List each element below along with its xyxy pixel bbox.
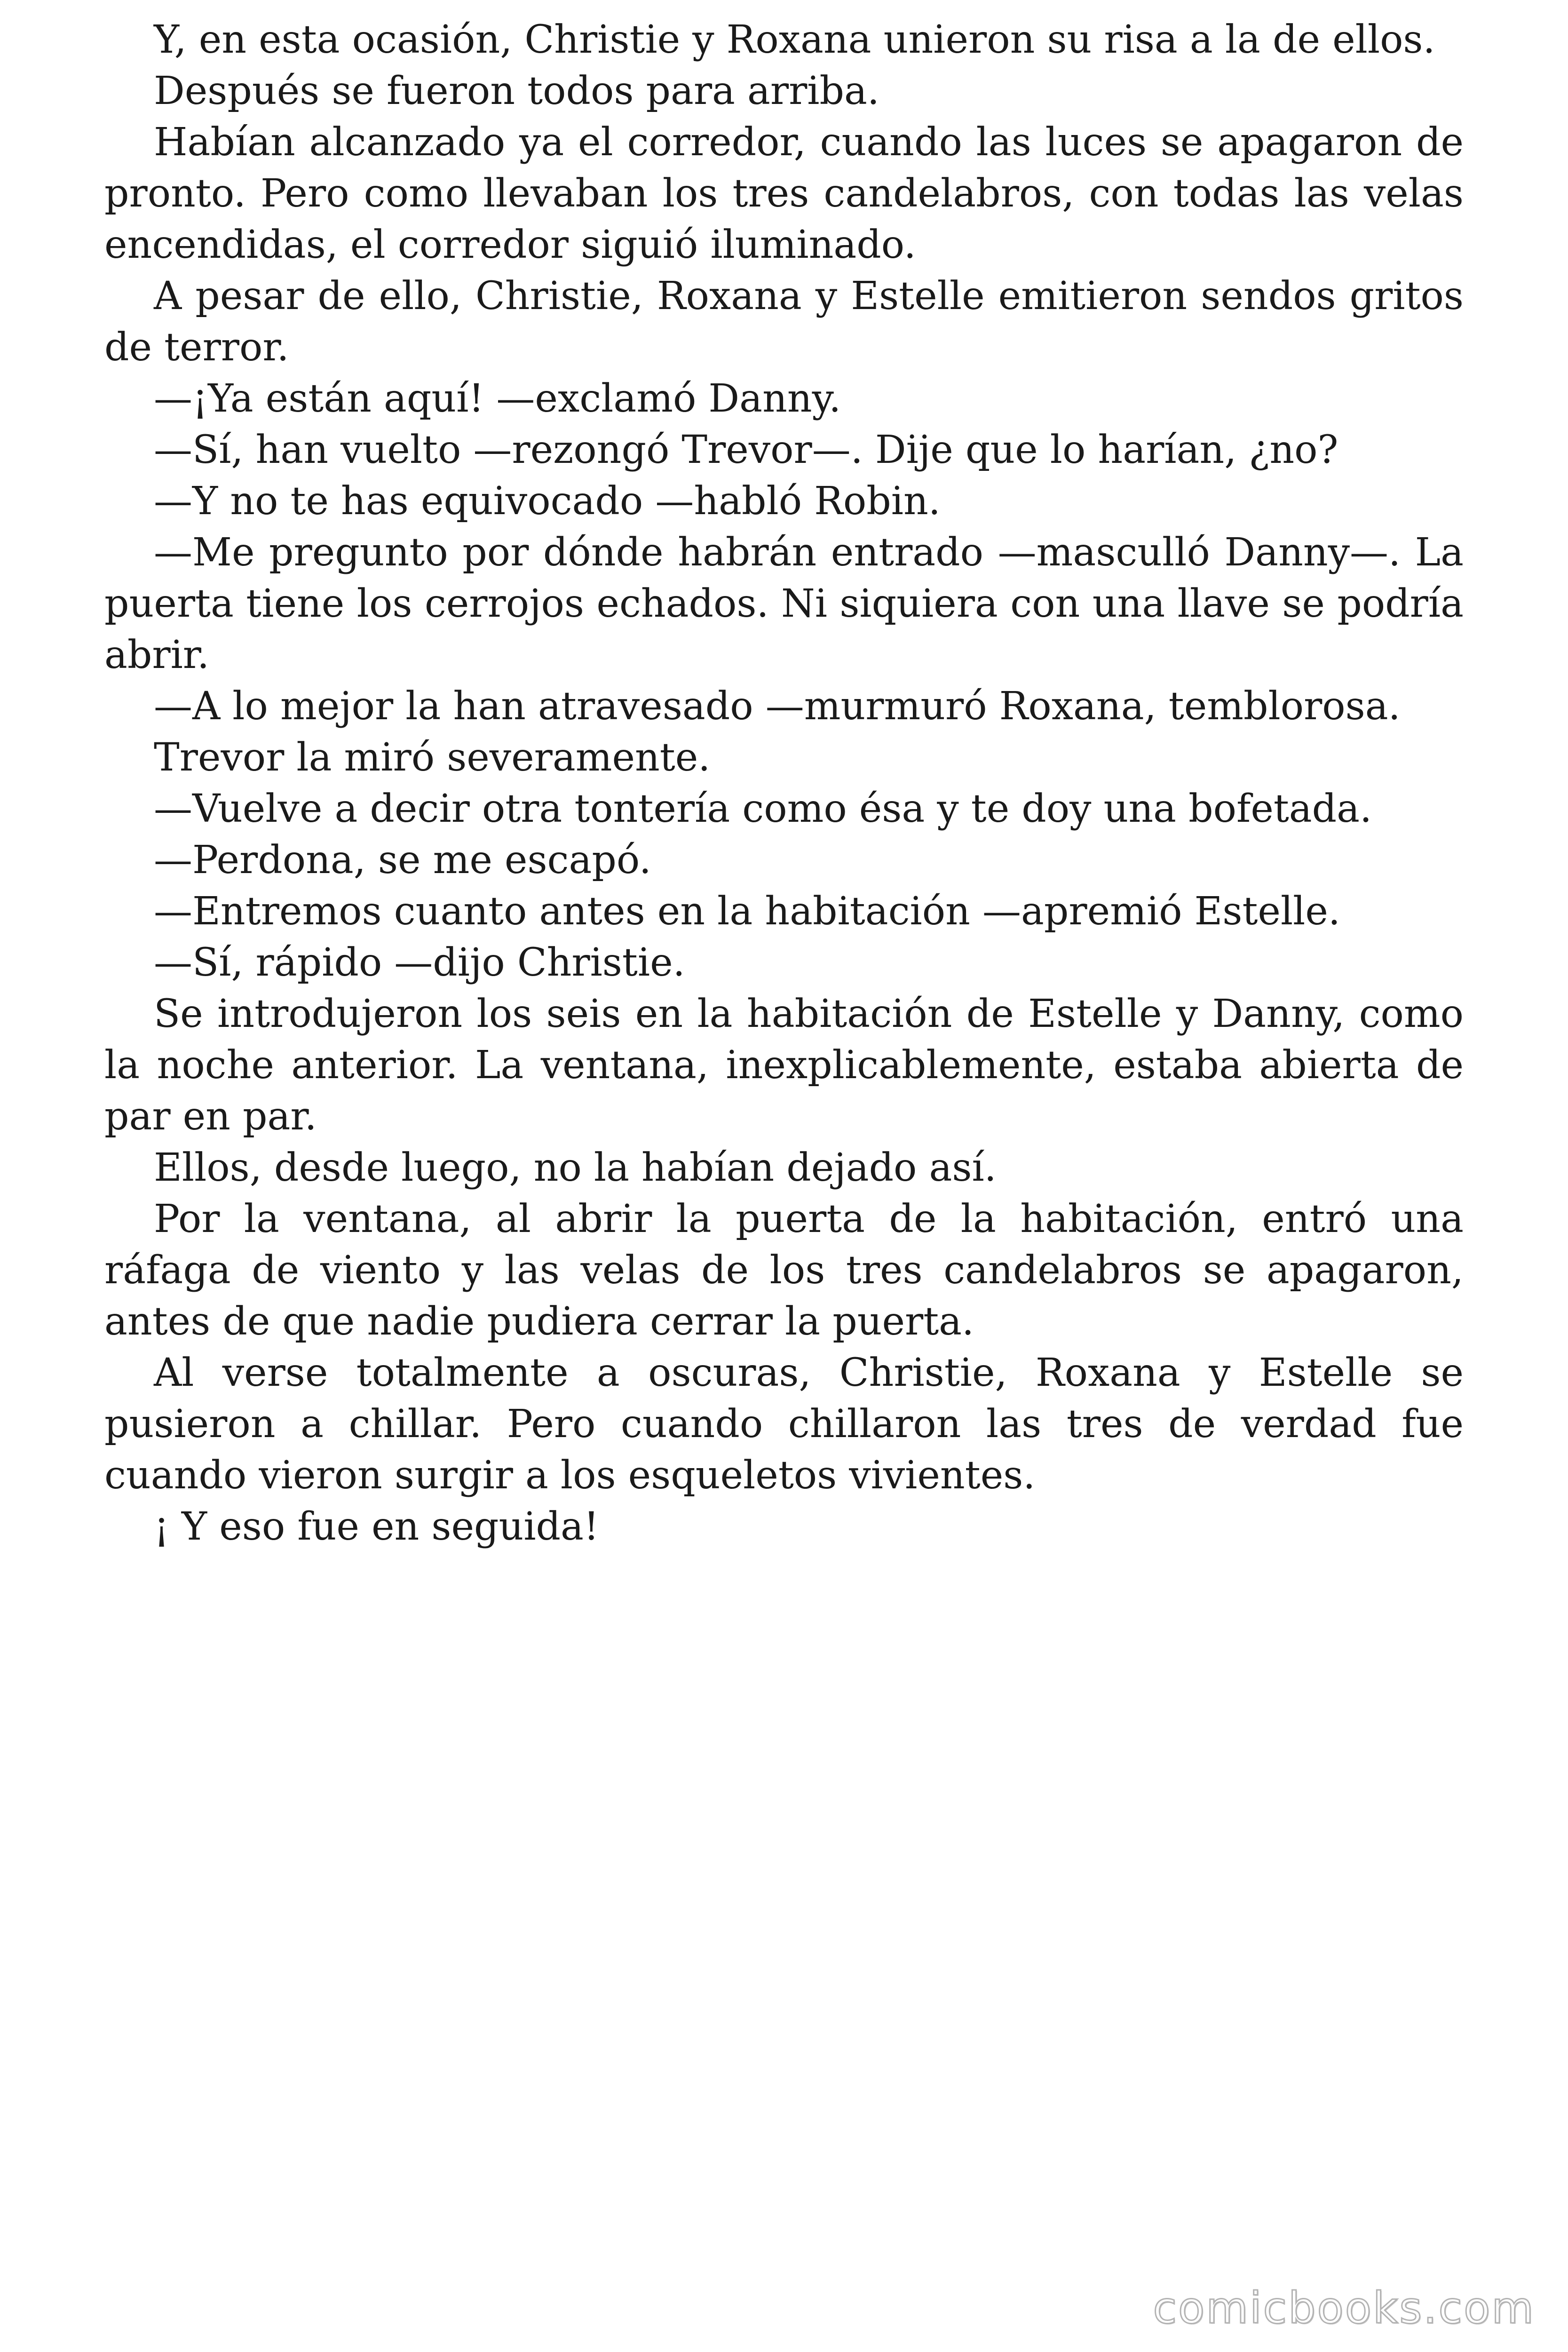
paragraph: A pesar de ello, Christie, Roxana y Estelle emitieron sendos gritos de terror. [104,274,1464,370]
paragraph: —Perdona, se me escapó. [154,838,651,882]
paragraph: Al verse totalmente a oscuras, Christie, Roxana y Estelle se pusieron a chillar. Pero cuando chillaron las tres de verdad fue cuando vieron surgir a los esqueletos vivientes. [104,1351,1464,1498]
paragraph: —Entremos cuanto antes en la habitación —apremió Estelle. [154,889,1340,934]
paragraph: Después se fueron todos para arriba. [154,69,879,113]
paragraph: Y, en esta ocasión, Christie y Roxana unieron su risa a la de ellos. [154,17,1435,62]
body-text [104,14,1464,1552]
paragraph: —Me pregunto por dónde habrán entrado —masculló Danny—. La puerta tiene los cerrojos echados. Ni siquiera con una llave se podría abrir. [104,530,1464,677]
paragraph: Se introdujeron los seis en la habitación de Estelle y Danny, como la noche anterior. La ventana, inexplicablemente, estaba abierta de par en par. [104,992,1464,1139]
paragraph: —Sí, han vuelto —rezongó Trevor—. Dije que lo harían, ¿no? [154,428,1338,472]
paragraph: Por la ventana, al abrir la puerta de la habitación, entró una ráfaga de viento y las velas de los tres candelabros se apagaron, antes de que nadie pudiera cerrar la puerta. [104,1197,1464,1344]
watermark: comicbooks.com [1153,2283,1535,2333]
paragraph: Ellos, desde luego, no la habían dejado así. [154,1145,997,1190]
paragraph: Trevor la miró severamente. [154,735,711,780]
page-content [104,14,1464,1552]
paragraph: —A lo mejor la han atravesado —murmuró Roxana, temblorosa. [154,684,1401,729]
paragraph: —¡Ya están aquí! —exclamó Danny. [154,376,841,421]
paragraph: ¡ Y eso fue en seguida! [154,1504,599,1549]
paragraph: Habían alcanzado ya el corredor, cuando las luces se apagaron de pronto. Pero como llevaban los tres candelabros, con todas las velas encendidas, el corredor siguió iluminado. [104,120,1464,267]
paragraph: —Vuelve a decir otra tontería como ésa y te doy una bofetada. [154,787,1372,831]
paragraph: —Y no te has equivocado —habló Robin. [154,479,941,524]
paragraph: —Sí, rápido —dijo Christie. [154,940,685,985]
